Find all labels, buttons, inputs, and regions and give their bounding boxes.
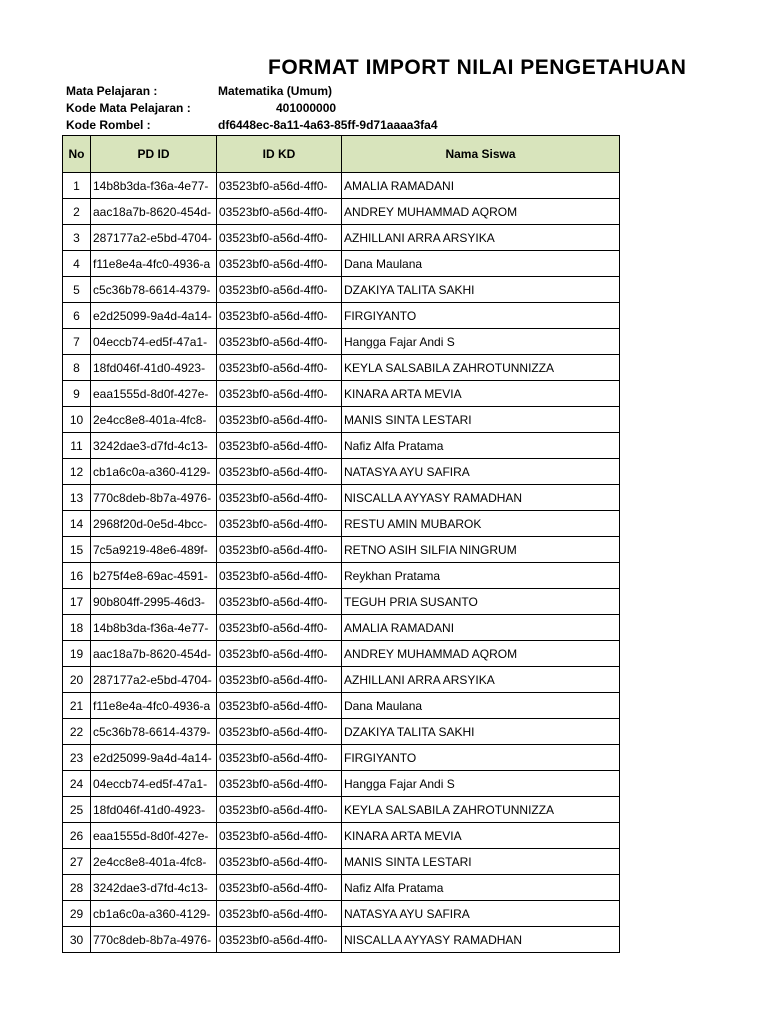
- cell-id-kd[interactable]: 03523bf0-a56d-4ff0-: [217, 849, 342, 875]
- table-row: [63, 537, 620, 563]
- cell-nama-siswa[interactable]: KEYLA SALSABILA ZAHROTUNNIZZA: [342, 797, 620, 823]
- table-row: [63, 563, 620, 589]
- cell-id-kd[interactable]: 03523bf0-a56d-4ff0-: [217, 823, 342, 849]
- cell-nama-siswa[interactable]: KINARA ARTA MEVIA: [342, 381, 620, 407]
- table-row: [63, 719, 620, 745]
- meta-value: df6448ec-8a11-4a63-85ff-9d71aaaa3fa4: [218, 118, 438, 132]
- page-title: FORMAT IMPORT NILAI PENGETAHUAN: [268, 56, 687, 79]
- table-row: [63, 173, 620, 199]
- table-row: [63, 849, 620, 875]
- cell-pd-id[interactable]: 770c8deb-8b7a-4976-: [91, 927, 217, 953]
- title-area: [0, 52, 687, 80]
- cell-id-kd[interactable]: 03523bf0-a56d-4ff0-: [217, 589, 342, 615]
- cell-no[interactable]: 28: [63, 875, 91, 901]
- meta-label: Mata Pelajaran :: [66, 84, 158, 98]
- cell-id-kd[interactable]: 03523bf0-a56d-4ff0-: [217, 199, 342, 225]
- cell-no[interactable]: 1: [63, 173, 91, 199]
- cell-no[interactable]: 20: [63, 667, 91, 693]
- cell-nama-siswa[interactable]: FIRGIYANTO: [342, 745, 620, 771]
- column-header-id-kd[interactable]: ID KD: [217, 136, 342, 173]
- cell-nama-siswa[interactable]: Nafiz Alfa Pratama: [342, 433, 620, 459]
- cell-id-kd[interactable]: 03523bf0-a56d-4ff0-: [217, 173, 342, 199]
- cell-no[interactable]: 3: [63, 225, 91, 251]
- cell-no[interactable]: 2: [63, 199, 91, 225]
- cell-no[interactable]: 29: [63, 901, 91, 927]
- cell-pd-id[interactable]: 18fd046f-41d0-4923-: [91, 355, 217, 381]
- cell-pd-id[interactable]: 3242dae3-d7fd-4c13-: [91, 875, 217, 901]
- column-header-pd-id[interactable]: PD ID: [91, 136, 217, 173]
- table-row: [63, 511, 620, 537]
- column-header-no[interactable]: No: [63, 136, 91, 173]
- cell-pd-id[interactable]: f11e8e4a-4fc0-4936-a: [91, 693, 217, 719]
- table-row: [63, 901, 620, 927]
- cell-nama-siswa[interactable]: Hangga Fajar Andi S: [342, 329, 620, 355]
- cell-id-kd[interactable]: 03523bf0-a56d-4ff0-: [217, 277, 342, 303]
- cell-nama-siswa[interactable]: Hangga Fajar Andi S: [342, 771, 620, 797]
- cell-nama-siswa[interactable]: Dana Maulana: [342, 251, 620, 277]
- cell-no[interactable]: 12: [63, 459, 91, 485]
- cell-pd-id[interactable]: e2d25099-9a4d-4a14-: [91, 745, 217, 771]
- cell-nama-siswa[interactable]: RETNO ASIH SILFIA NINGRUM: [342, 537, 620, 563]
- cell-id-kd[interactable]: 03523bf0-a56d-4ff0-: [217, 381, 342, 407]
- cell-nama-siswa[interactable]: NISCALLA AYYASY RAMADHAN: [342, 927, 620, 953]
- cell-pd-id[interactable]: 14b8b3da-f36a-4e77-: [91, 173, 217, 199]
- cell-id-kd[interactable]: 03523bf0-a56d-4ff0-: [217, 329, 342, 355]
- cell-id-kd[interactable]: 03523bf0-a56d-4ff0-: [217, 745, 342, 771]
- cell-id-kd[interactable]: 03523bf0-a56d-4ff0-: [217, 615, 342, 641]
- cell-pd-id[interactable]: 2968f20d-0e5d-4bcc-: [91, 511, 217, 537]
- cell-id-kd[interactable]: 03523bf0-a56d-4ff0-: [217, 927, 342, 953]
- cell-pd-id[interactable]: 04eccb74-ed5f-47a1-: [91, 771, 217, 797]
- cell-pd-id[interactable]: b275f4e8-69ac-4591-: [91, 563, 217, 589]
- cell-no[interactable]: 27: [63, 849, 91, 875]
- cell-pd-id[interactable]: aac18a7b-8620-454d-: [91, 641, 217, 667]
- cell-nama-siswa[interactable]: AMALIA RAMADANI: [342, 615, 620, 641]
- cell-no[interactable]: 25: [63, 797, 91, 823]
- table-row: [63, 745, 620, 771]
- cell-nama-siswa[interactable]: RESTU AMIN MUBAROK: [342, 511, 620, 537]
- meta-label: Kode Rombel :: [66, 118, 151, 132]
- table-row: [63, 615, 620, 641]
- cell-pd-id[interactable]: eaa1555d-8d0f-427e-: [91, 823, 217, 849]
- table-header-row: [63, 136, 620, 173]
- cell-no[interactable]: 14: [63, 511, 91, 537]
- cell-no[interactable]: 11: [63, 433, 91, 459]
- table-row: [63, 381, 620, 407]
- cell-no[interactable]: 8: [63, 355, 91, 381]
- cell-nama-siswa[interactable]: NATASYA AYU SAFIRA: [342, 459, 620, 485]
- cell-id-kd[interactable]: 03523bf0-a56d-4ff0-: [217, 303, 342, 329]
- cell-id-kd[interactable]: 03523bf0-a56d-4ff0-: [217, 901, 342, 927]
- table-body: [63, 173, 620, 953]
- cell-no[interactable]: 7: [63, 329, 91, 355]
- cell-pd-id[interactable]: 7c5a9219-48e6-489f-: [91, 537, 217, 563]
- table-row: [63, 771, 620, 797]
- table-row: [63, 641, 620, 667]
- cell-id-kd[interactable]: 03523bf0-a56d-4ff0-: [217, 771, 342, 797]
- cell-no[interactable]: 17: [63, 589, 91, 615]
- cell-id-kd[interactable]: 03523bf0-a56d-4ff0-: [217, 797, 342, 823]
- cell-pd-id[interactable]: 18fd046f-41d0-4923-: [91, 797, 217, 823]
- cell-nama-siswa[interactable]: KEYLA SALSABILA ZAHROTUNNIZZA: [342, 355, 620, 381]
- cell-id-kd[interactable]: 03523bf0-a56d-4ff0-: [217, 719, 342, 745]
- cell-no[interactable]: 6: [63, 303, 91, 329]
- table-row: [63, 459, 620, 485]
- cell-id-kd[interactable]: 03523bf0-a56d-4ff0-: [217, 251, 342, 277]
- cell-pd-id[interactable]: c5c36b78-6614-4379-: [91, 719, 217, 745]
- cell-no[interactable]: 13: [63, 485, 91, 511]
- cell-pd-id[interactable]: 90b804ff-2995-46d3-: [91, 589, 217, 615]
- cell-no[interactable]: 21: [63, 693, 91, 719]
- meta-label: Kode Mata Pelajaran :: [66, 101, 191, 115]
- table-row: [63, 875, 620, 901]
- cell-pd-id[interactable]: cb1a6c0a-a360-4129-: [91, 901, 217, 927]
- table-row: [63, 277, 620, 303]
- cell-id-kd[interactable]: 03523bf0-a56d-4ff0-: [217, 511, 342, 537]
- table-row: [63, 797, 620, 823]
- table-row: [63, 329, 620, 355]
- cell-pd-id[interactable]: 14b8b3da-f36a-4e77-: [91, 615, 217, 641]
- cell-nama-siswa[interactable]: FIRGIYANTO: [342, 303, 620, 329]
- cell-id-kd[interactable]: 03523bf0-a56d-4ff0-: [217, 537, 342, 563]
- cell-nama-siswa[interactable]: NATASYA AYU SAFIRA: [342, 901, 620, 927]
- cell-id-kd[interactable]: 03523bf0-a56d-4ff0-: [217, 485, 342, 511]
- cell-pd-id[interactable]: e2d25099-9a4d-4a14-: [91, 303, 217, 329]
- table-row: [63, 355, 620, 381]
- table-row: [63, 667, 620, 693]
- table-row: [63, 485, 620, 511]
- cell-nama-siswa[interactable]: Reykhan Pratama: [342, 563, 620, 589]
- cell-pd-id[interactable]: aac18a7b-8620-454d-: [91, 199, 217, 225]
- cell-no[interactable]: 10: [63, 407, 91, 433]
- cell-id-kd[interactable]: 03523bf0-a56d-4ff0-: [217, 563, 342, 589]
- cell-no[interactable]: 23: [63, 745, 91, 771]
- table-row: [63, 589, 620, 615]
- cell-pd-id[interactable]: 04eccb74-ed5f-47a1-: [91, 329, 217, 355]
- table-row: [63, 225, 620, 251]
- cell-pd-id[interactable]: 3242dae3-d7fd-4c13-: [91, 433, 217, 459]
- cell-no[interactable]: 24: [63, 771, 91, 797]
- cell-no[interactable]: 19: [63, 641, 91, 667]
- cell-no[interactable]: 30: [63, 927, 91, 953]
- cell-pd-id[interactable]: 287177a2-e5bd-4704-: [91, 225, 217, 251]
- cell-id-kd[interactable]: 03523bf0-a56d-4ff0-: [217, 667, 342, 693]
- cell-id-kd[interactable]: 03523bf0-a56d-4ff0-: [217, 407, 342, 433]
- cell-id-kd[interactable]: 03523bf0-a56d-4ff0-: [217, 225, 342, 251]
- table-row: [63, 693, 620, 719]
- grade-import-table: [62, 135, 620, 953]
- cell-nama-siswa[interactable]: NISCALLA AYYASY RAMADHAN: [342, 485, 620, 511]
- cell-nama-siswa[interactable]: Dana Maulana: [342, 693, 620, 719]
- cell-nama-siswa[interactable]: KINARA ARTA MEVIA: [342, 823, 620, 849]
- table-row: [63, 303, 620, 329]
- cell-nama-siswa[interactable]: MANIS SINTA LESTARI: [342, 849, 620, 875]
- cell-pd-id[interactable]: c5c36b78-6614-4379-: [91, 277, 217, 303]
- cell-nama-siswa[interactable]: MANIS SINTA LESTARI: [342, 407, 620, 433]
- cell-nama-siswa[interactable]: AZHILLANI ARRA ARSYIKA: [342, 667, 620, 693]
- cell-id-kd[interactable]: 03523bf0-a56d-4ff0-: [217, 875, 342, 901]
- table-row: [63, 407, 620, 433]
- cell-pd-id[interactable]: 2e4cc8e8-401a-4fc8-: [91, 849, 217, 875]
- cell-no[interactable]: 26: [63, 823, 91, 849]
- cell-pd-id[interactable]: 2e4cc8e8-401a-4fc8-: [91, 407, 217, 433]
- table-row: [63, 433, 620, 459]
- cell-nama-siswa[interactable]: AZHILLANI ARRA ARSYIKA: [342, 225, 620, 251]
- cell-pd-id[interactable]: 770c8deb-8b7a-4976-: [91, 485, 217, 511]
- cell-nama-siswa[interactable]: DZAKIYA TALITA SAKHI: [342, 277, 620, 303]
- table-row: [63, 251, 620, 277]
- cell-id-kd[interactable]: 03523bf0-a56d-4ff0-: [217, 459, 342, 485]
- cell-nama-siswa[interactable]: DZAKIYA TALITA SAKHI: [342, 719, 620, 745]
- meta-value: Matematika (Umum): [218, 84, 333, 98]
- cell-no[interactable]: 16: [63, 563, 91, 589]
- table-row: [63, 823, 620, 849]
- cell-no[interactable]: 18: [63, 615, 91, 641]
- cell-no[interactable]: 4: [63, 251, 91, 277]
- table-row: [63, 199, 620, 225]
- cell-pd-id[interactable]: f11e8e4a-4fc0-4936-a: [91, 251, 217, 277]
- cell-nama-siswa[interactable]: AMALIA RAMADANI: [342, 173, 620, 199]
- cell-pd-id[interactable]: cb1a6c0a-a360-4129-: [91, 459, 217, 485]
- cell-id-kd[interactable]: 03523bf0-a56d-4ff0-: [217, 641, 342, 667]
- cell-id-kd[interactable]: 03523bf0-a56d-4ff0-: [217, 355, 342, 381]
- meta-value: 401000000: [276, 101, 337, 115]
- column-header-nama-siswa[interactable]: Nama Siswa: [342, 136, 620, 173]
- cell-no[interactable]: 22: [63, 719, 91, 745]
- cell-nama-siswa[interactable]: ANDREY MUHAMMAD AQROM: [342, 641, 620, 667]
- cell-id-kd[interactable]: 03523bf0-a56d-4ff0-: [217, 433, 342, 459]
- cell-nama-siswa[interactable]: Nafiz Alfa Pratama: [342, 875, 620, 901]
- cell-id-kd[interactable]: 03523bf0-a56d-4ff0-: [217, 693, 342, 719]
- table-row: [63, 927, 620, 953]
- cell-nama-siswa[interactable]: TEGUH PRIA SUSANTO: [342, 589, 620, 615]
- cell-no[interactable]: 5: [63, 277, 91, 303]
- cell-nama-siswa[interactable]: ANDREY MUHAMMAD AQROM: [342, 199, 620, 225]
- cell-pd-id[interactable]: 287177a2-e5bd-4704-: [91, 667, 217, 693]
- cell-no[interactable]: 9: [63, 381, 91, 407]
- cell-no[interactable]: 15: [63, 537, 91, 563]
- cell-pd-id[interactable]: eaa1555d-8d0f-427e-: [91, 381, 217, 407]
